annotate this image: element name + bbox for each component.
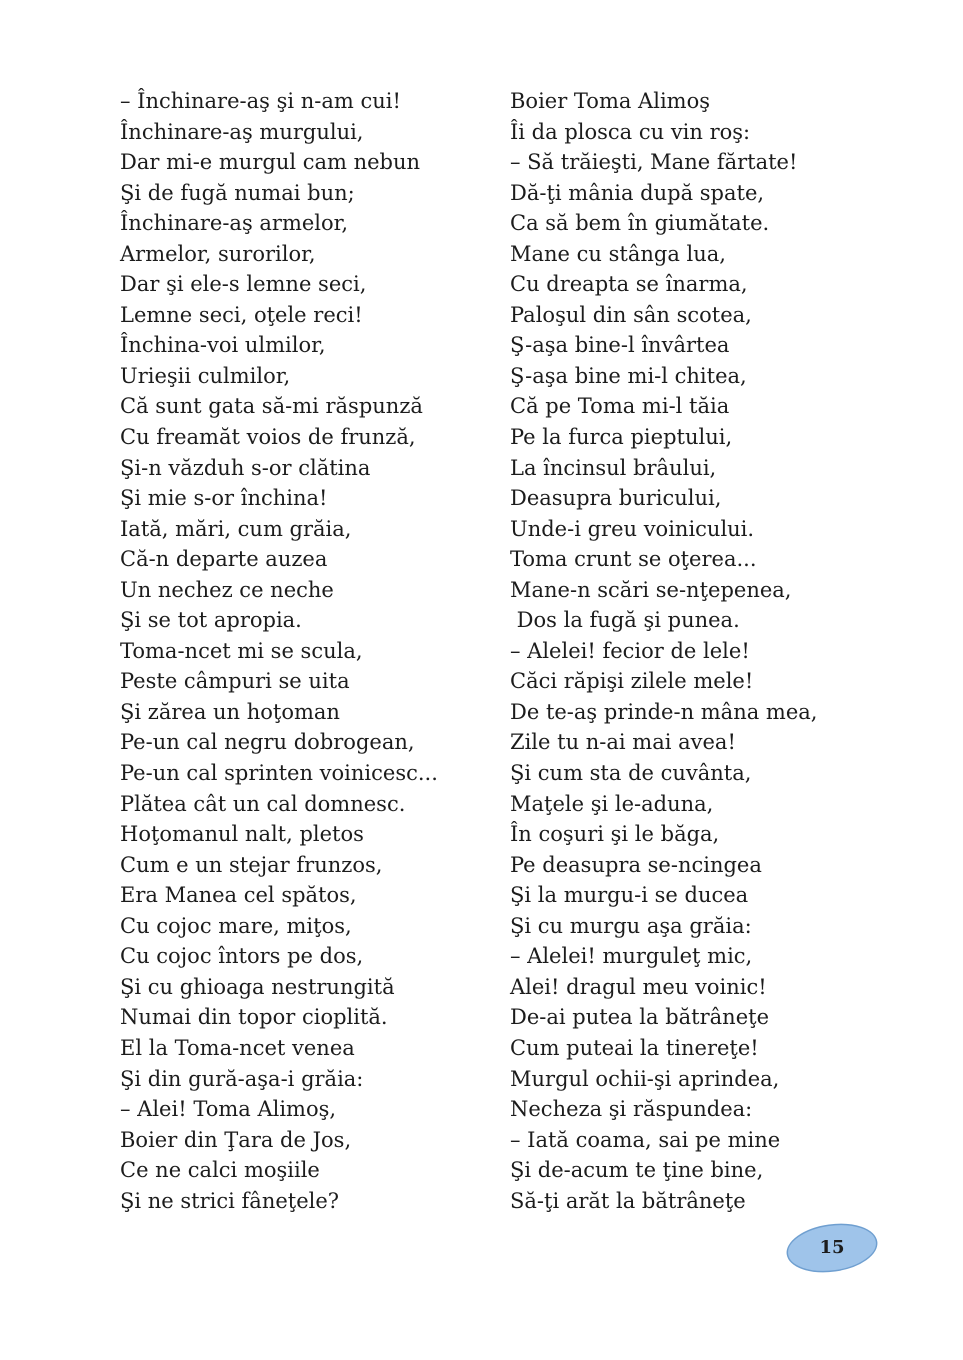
poem-line: Toma-ncet mi se scula, <box>120 638 363 663</box>
poem-line: De te-aş prinde-n mâna mea, <box>510 699 818 724</box>
poem-line: Cu dreapta se înarma, <box>510 272 748 297</box>
poem-line: Şi la murgu-i se ducea <box>510 883 749 908</box>
poem-line: Urieşii culmilor, <box>120 363 291 388</box>
poem-line: Dar şi ele-s lemne seci, <box>120 272 367 297</box>
poem-line: Pe deasupra se-ncingea <box>510 852 762 877</box>
poem-line: Ce ne calci moşiile <box>120 1158 320 1183</box>
poem-line: Şi din gură-aşa-i grăia: <box>120 1066 364 1091</box>
poem-line: El la Toma-ncet venea <box>120 1035 355 1060</box>
poem-line: Ca să bem în giumătate. <box>510 211 770 236</box>
poem-line: Maţele şi le-aduna, <box>510 791 714 816</box>
poem-line: Şi ne strici fâneţele? <box>120 1188 340 1213</box>
poem-line: – Alelei! fecior de lele! <box>510 638 750 663</box>
poem-line: La încinsul brâului, <box>510 455 717 480</box>
poem-line: Şi mie s-or închina! <box>120 486 328 511</box>
poem-line: Pe la furca pieptului, <box>510 425 733 450</box>
poem-line: – Să trăieşti, Mane fărtate! <box>510 150 798 175</box>
poem-line: Zile tu n-ai mai avea! <box>510 730 736 755</box>
poem-line: Pe-un cal sprinten voinicesc... <box>120 761 438 786</box>
poem-line: Iată, mări, cum grăia, <box>120 516 352 541</box>
poem-line: Un nechez ce neche <box>120 577 334 602</box>
poem-line: Armelor, surorilor, <box>120 241 316 266</box>
poem-line: Lemne seci, oţele reci! <box>120 302 363 327</box>
poem-line: Că pe Toma mi-l tăia <box>510 394 730 419</box>
poem-line: Cu cojoc mare, miţos, <box>120 913 352 938</box>
poem-line: Boier Toma Alimoş <box>510 89 710 113</box>
poem-line: Numai din topor cioplită. <box>120 1005 388 1030</box>
poem-line: Murgul ochii-şi aprindea, <box>510 1066 780 1091</box>
poem-line: Şi cum sta de cuvânta, <box>510 761 752 786</box>
poem-line: Închinare-aş murgului, <box>120 119 364 144</box>
poem-line: Şi de fugă numai bun; <box>120 180 355 205</box>
poem-line: Paloşul din sân scotea, <box>510 302 752 327</box>
poem-line: Căci răpişi zilele mele! <box>510 669 754 694</box>
poem-line: Îi da plosca cu vin roş: <box>510 119 751 144</box>
poem-line: – Închinare-aş şi n-am cui! <box>120 89 401 113</box>
poem-line: Unde-i greu voinicului. <box>510 516 755 541</box>
poem-line: Să-ţi arăt la bătrâneţe <box>510 1188 746 1213</box>
poem-line: Necheza şi răspundea: <box>510 1097 753 1122</box>
poem-line: Mane-n scări se-nţepenea, <box>510 577 792 602</box>
poem-line: Închina-voi ulmilor, <box>120 333 326 358</box>
poem-line: Ş-aşa bine-l învârtea <box>510 333 730 358</box>
poem-line: Era Manea cel spătos, <box>120 883 357 908</box>
poem-line: Şi cu murgu aşa grăia: <box>510 913 752 938</box>
poem-line: Cum e un stejar frunzos, <box>120 852 383 877</box>
poem-line: Boier din Ţara de Jos, <box>120 1127 352 1152</box>
poem-left-column <box>120 86 490 1216</box>
poem-line: Alei! dragul meu voinic! <box>510 974 767 999</box>
poem-line: De-ai putea la bătrâneţe <box>510 1005 769 1030</box>
poem-line: Ş-aşa bine mi-l chitea, <box>510 363 747 388</box>
poem-line: Peste câmpuri se uita <box>120 669 350 694</box>
poem-line: Cu cojoc întors pe dos, <box>120 944 364 969</box>
poem-line: Cum puteai la tinereţe! <box>510 1035 759 1060</box>
poem-line: Plătea cât un cal domnesc. <box>120 791 406 816</box>
page-number: 15 <box>819 1237 845 1258</box>
poem-line: Închinare-aş armelor, <box>120 211 349 236</box>
poem-line: Şi cu ghioaga nestrungită <box>120 974 395 999</box>
poem-line: În coşuri şi le băga, <box>510 822 720 847</box>
poem-line: Şi zărea un hoţoman <box>120 699 340 724</box>
poem-line: Dă-ţi mânia după spate, <box>510 180 765 205</box>
poem-right-column <box>510 86 890 1216</box>
poem-line: Pe-un cal negru dobrogean, <box>120 730 415 755</box>
poem-line: – Iată coama, sai pe mine <box>510 1127 781 1152</box>
poem-line: Că sunt gata să-mi răspunză <box>120 394 423 419</box>
poem-line: Deasupra buricului, <box>510 486 722 511</box>
poem-line: Mane cu stânga lua, <box>510 241 726 266</box>
poem-line: – Alelei! murguleţ mic, <box>510 944 753 969</box>
poem-line: Dar mi-e murgul cam nebun <box>120 150 421 175</box>
poem-line: – Alei! Toma Alimoş, <box>120 1097 337 1122</box>
poem-line: Toma crunt se oţerea... <box>510 547 757 572</box>
poem-line: Şi se tot apropia. <box>120 608 302 633</box>
poem-line: Şi de-acum te ţine bine, <box>510 1158 764 1183</box>
page-number-badge <box>785 1221 879 1275</box>
poem-line: Cu freamăt voios de frunză, <box>120 425 416 450</box>
poem-line: Şi-n văzduh s-or clătina <box>120 455 371 480</box>
poem-line: Hoţomanul nalt, pletos <box>120 822 364 847</box>
poem-line: Dos la fugă şi punea. <box>510 608 740 633</box>
poem-line: Că-n departe auzea <box>120 547 328 572</box>
